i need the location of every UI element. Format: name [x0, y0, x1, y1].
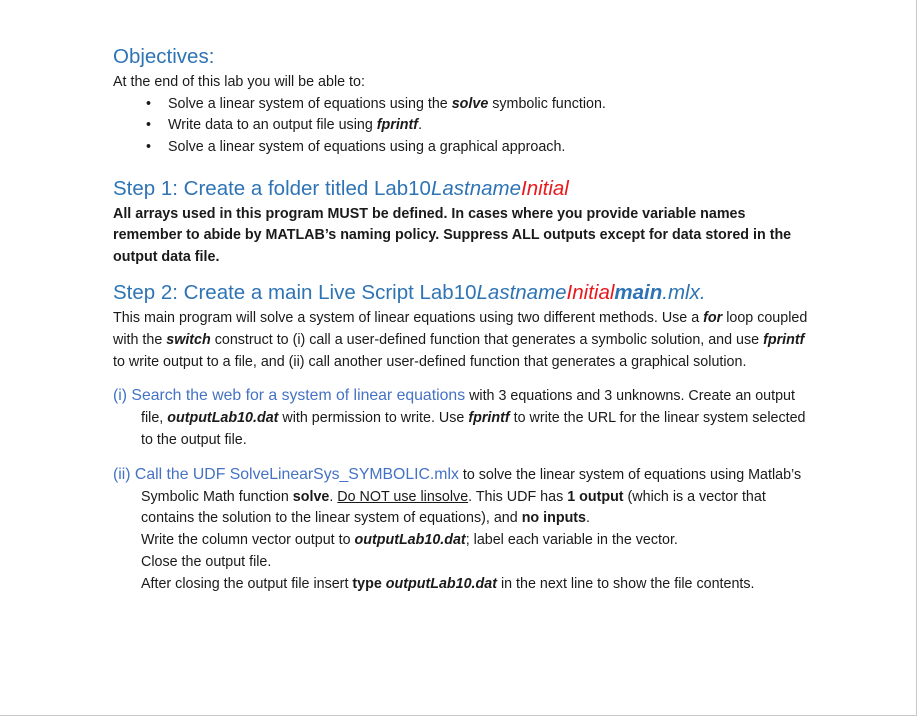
item-ii-label: (ii) Call the UDF SolveLinearSys_SYMBOLIC.mlx	[113, 465, 459, 483]
item-ii-line2: Write the column vector output to outputLab10.dat; label each variable in the vector.	[141, 532, 678, 549]
objectives-intro: At the end of this lab you will be able to:	[113, 74, 365, 90]
document-content	[113, 44, 813, 596]
item-ii-line3: Close the output file.	[141, 553, 272, 570]
bullet-icon: •	[146, 138, 152, 155]
item-i-label: (i) Search the web for a system of linear equations	[113, 387, 466, 405]
item-i: (i) Search the web for a system of linear equations with 3 equations and 3 unknowns. Create an output file, outputLab10.dat with permission to write. Use fprintf to write the URL for the linear system selected to the output file.	[113, 387, 806, 448]
bullet-icon: •	[146, 95, 152, 112]
list-item: • Write data to an output file using fprintf.	[146, 115, 813, 137]
step2-heading: Step 2: Create a main Live Script Lab10LastnameInitialmain.mlx.	[113, 280, 706, 304]
list-item: • Solve a linear system of equations using a graphical approach.	[146, 137, 813, 159]
objectives-heading: Objectives:	[113, 45, 215, 68]
item-ii-line4: After closing the output file insert type outputLab10.dat in the next line to show the file contents.	[141, 575, 755, 592]
item-ii: (ii) Call the UDF SolveLinearSys_SYMBOLIC.mlx to solve the linear system of equations using Matlab’s Symbolic Math function solve. Do NOT use linsolve. This UDF has 1 output (which is a vector that contains the solution to the linear system of equations), and no inputs. Write the column vector output to outputLab10.dat; label each variable in the vector. Close the output file. After closing the output file insert type outputLab10.dat in the next line to show the file contents.	[113, 464, 813, 596]
objectives-list	[113, 94, 813, 159]
step1-heading: Step 1: Create a folder titled Lab10LastnameInitial	[113, 176, 569, 200]
step1-instructions: All arrays used in this program MUST be defined. In cases where you provide variable names remember to abide by MATLAB’s naming policy. Suppress ALL outputs except for data stored in the output data file.	[113, 205, 792, 266]
bullet-icon: •	[146, 117, 152, 134]
list-item: • Solve a linear system of equations using the solve symbolic function.	[146, 94, 813, 116]
step2-instructions: This main program will solve a system of linear equations using two different methods. Use a for loop coupled with the switch construct to (i) call a user-defined function that generates a symbolic solution, and use fprintf to write output to a file, and (ii) call another user-defined function that generates a graphical solution.	[113, 309, 808, 370]
